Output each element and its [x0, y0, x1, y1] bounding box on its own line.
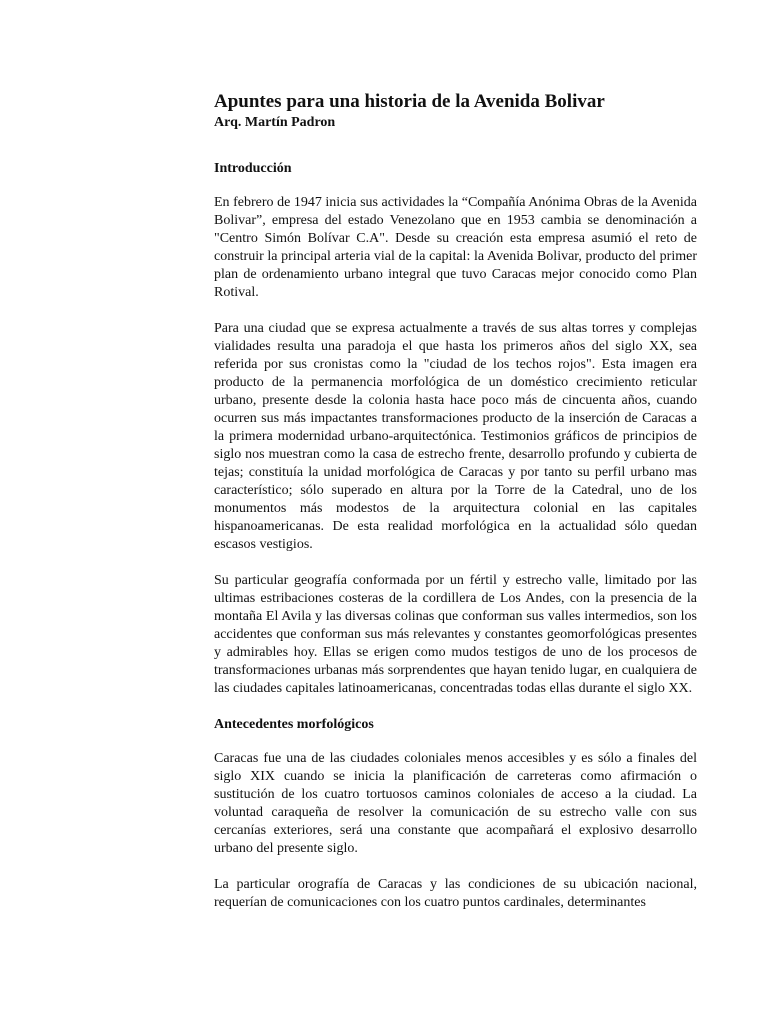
paragraph: En febrero de 1947 inicia sus actividades la “Compañía Anónima Obras de la Avenida Bolivar”, empresa del estado Venezolano que en 1953 cambia se denominación a "Centro Simón Bolívar C.A". Desde su creación esta empresa asumió el reto de construir la principal arteria vial de la capital: la Avenida Bolivar, producto del primer plan de ordenamiento urbano integral que tuvo Caracas mejor conocido como Plan Rotival. [214, 195, 697, 300]
section-heading-antecedentes: Antecedentes morfológicos [214, 717, 374, 732]
document-page [214, 90, 697, 930]
document-title: Apuntes para una historia de la Avenida Bolivar [214, 91, 605, 112]
paragraph: Caracas fue una de las ciudades coloniales menos accesibles y es sólo a finales del siglo XIX cuando se inicia la planificación de carreteras como afirmación o sustitución de los cuatro tortuosos caminos coloniales de acceso a la ciudad. La voluntad caraqueña de resolver la comunicación de su estrecho valle con sus cercanías exteriores, será una constante que acompañará el explosivo desarrollo urbano del presente siglo. [214, 751, 697, 856]
paragraph: Su particular geografía conformada por un fértil y estrecho valle, limitado por las ultimas estribaciones costeras de la cordillera de Los Andes, con la presencia de la montaña El Avila y las diversas colinas que conforman sus valles intermedios, son los accidentes que conforman sus más relevantes y constantes geomorfológicas presentes y admirables hoy. Ellas se erigen como mudos testigos de uno de los procesos de transformaciones urbanas más sorprendentes que hayan tenido lugar, en cualquiera de las ciudades capitales latinoamericanas, concentradas todas ellas durante el siglo XX. [214, 573, 697, 696]
document-author: Arq. Martín Padron [214, 115, 336, 130]
section-heading-introduccion: Introducción [214, 161, 292, 176]
paragraph: La particular orografía de Caracas y las condiciones de su ubicación nacional, requerían de comunicaciones con los cuatro puntos cardinales, determinantes [214, 877, 697, 910]
paragraph: Para una ciudad que se expresa actualmente a través de sus altas torres y complejas vialidades resulta una paradoja el que hasta los primeros años del siglo XX, sea referida por sus cronistas como la "ciudad de los techos rojos". Esta imagen era producto de la permanencia morfológica de un doméstico crecimiento reticular urbano, presente desde la colonia hasta hace poco más de cincuenta años, cuando ocurren sus más impactantes transformaciones producto de la inserción de Caracas a la primera modernidad urbano-arquitectónica. Testimonios gráficos de principios de siglo nos muestran como la casa de estrecho frente, desarrollo profundo y cubierta de tejas; constituía la unidad morfológica de Caracas y por tanto su perfil urbano mas característico; sólo superado en altura por la Torre de la Catedral, uno de los monumentos más modestos de la arquitectura colonial en las capitales hispanoamericanas. De esta realidad morfológica en la actualidad sólo quedan escasos vestigios. [214, 321, 697, 552]
